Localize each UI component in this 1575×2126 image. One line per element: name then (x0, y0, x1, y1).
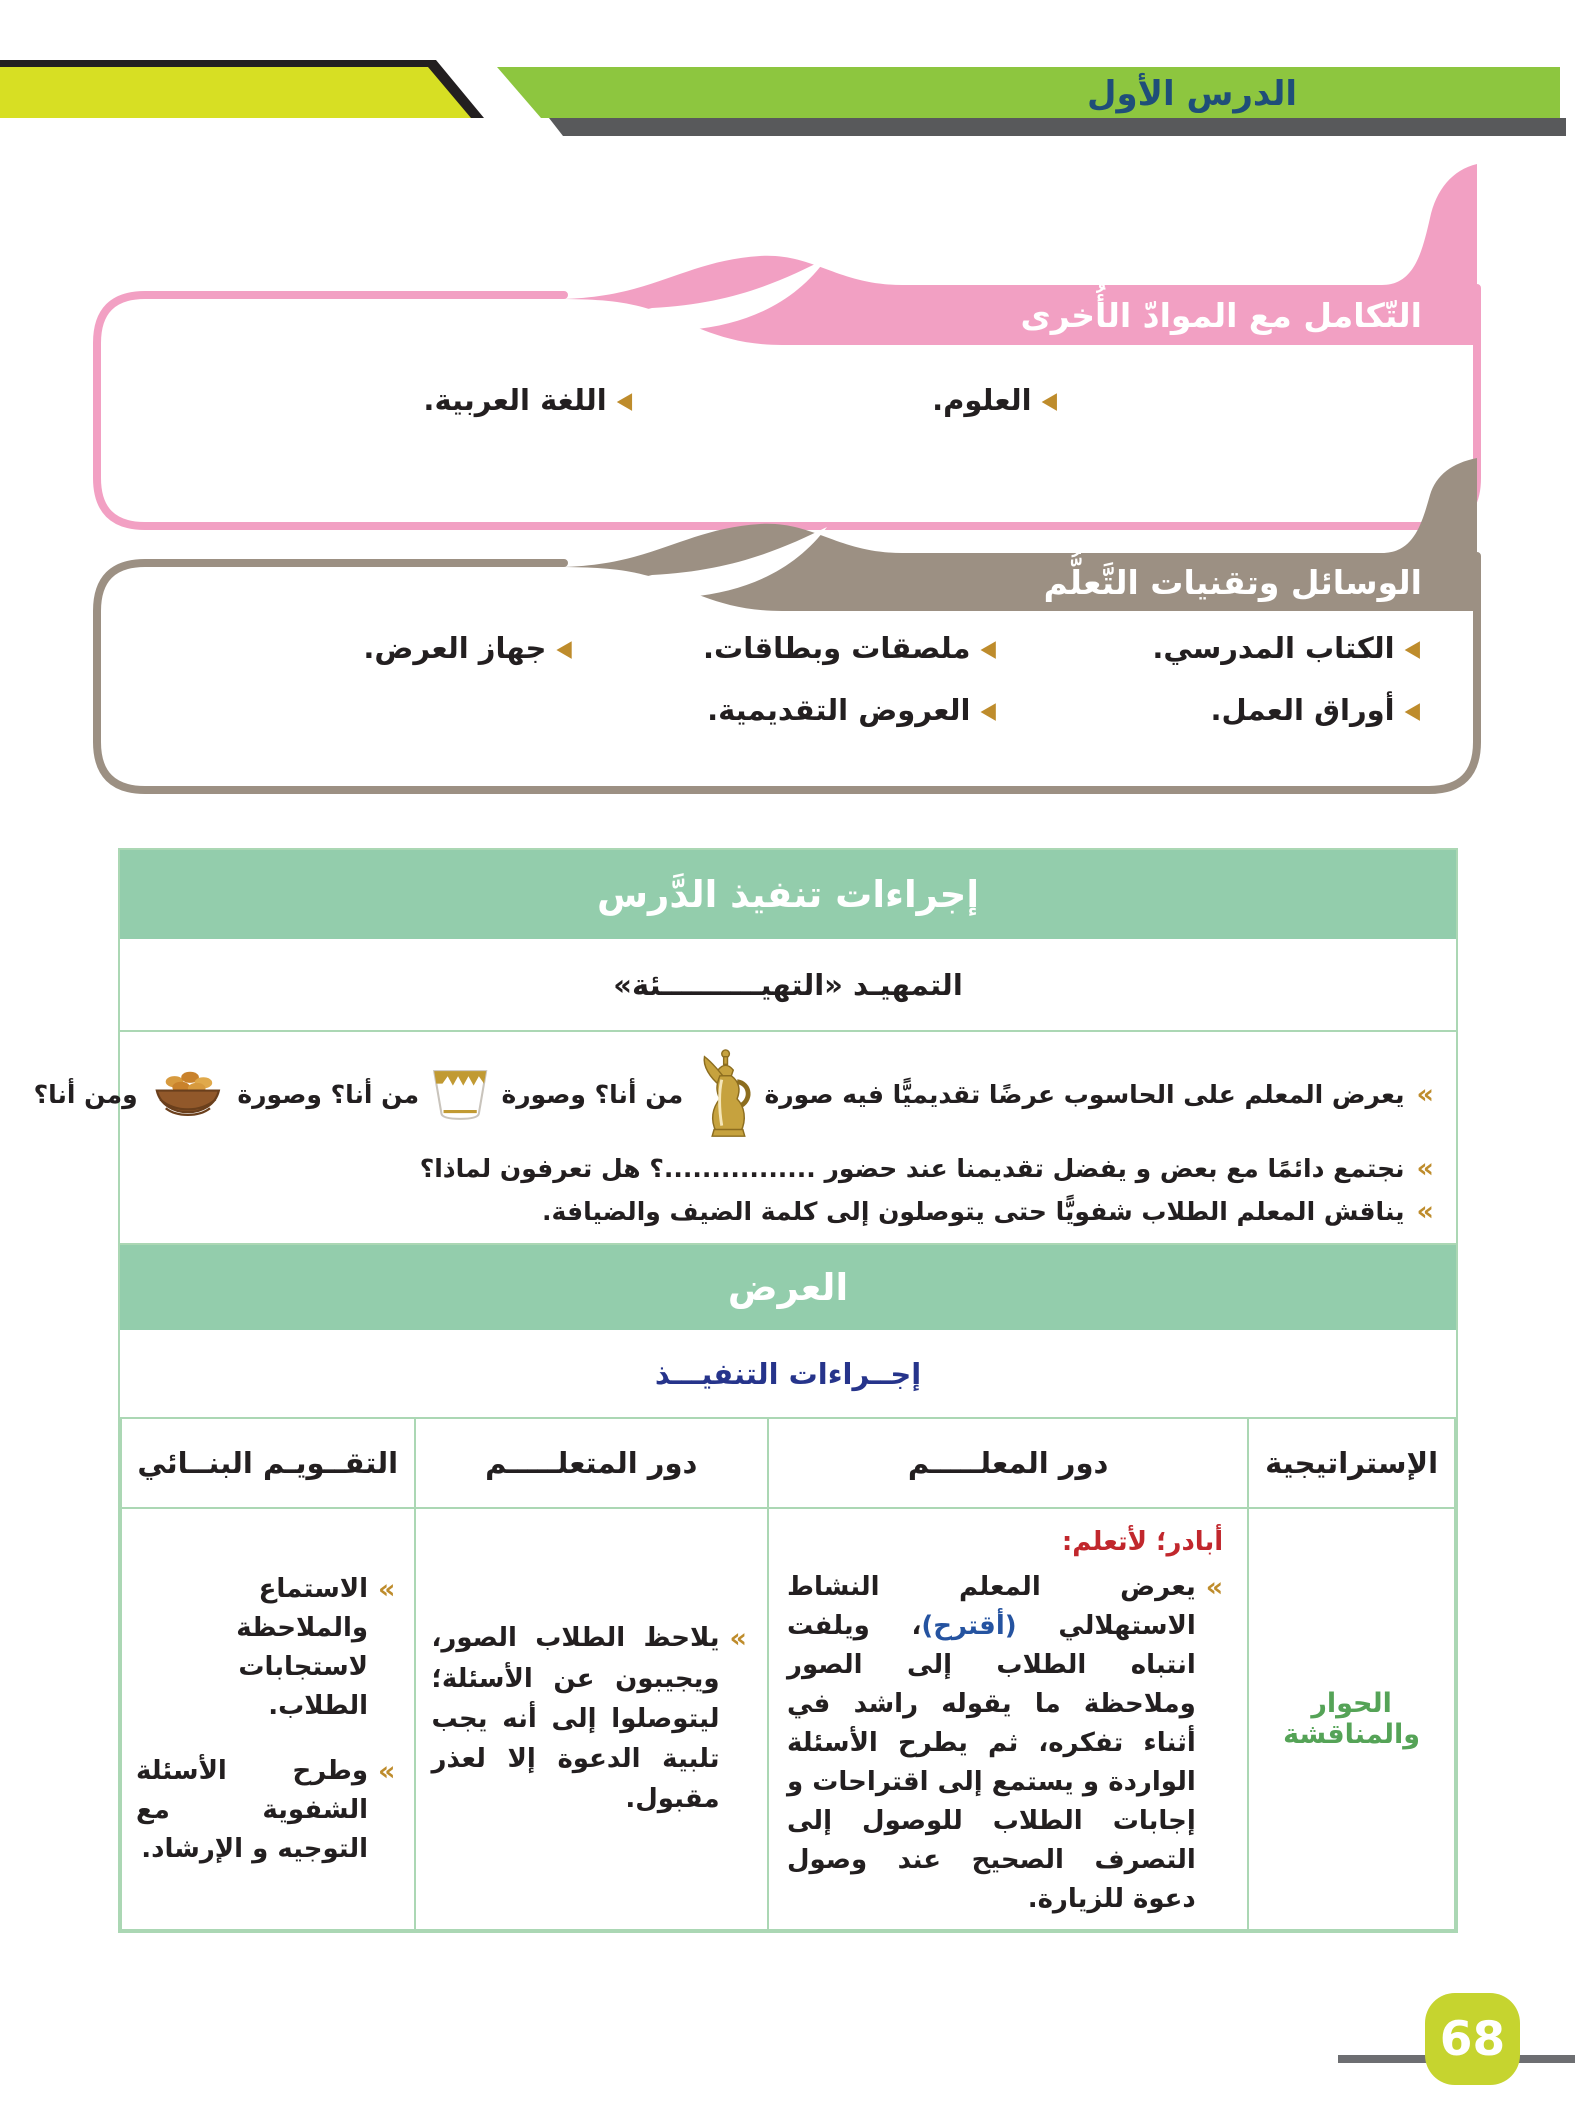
integration-items (92, 383, 1482, 417)
dates-basket-image (148, 1064, 228, 1126)
suggest-activity-link[interactable]: (أقترح) (921, 1611, 1017, 1641)
banner-green-shape (497, 67, 1560, 118)
arrow-bullet-icon: ◀ (980, 634, 996, 662)
list-item (932, 383, 1057, 417)
integration-title: التّكامل مع الموادّ الأُخرى (1020, 296, 1422, 335)
materials-item-label: ملصقات وبطاقات. (703, 631, 971, 665)
guillemet-bullet-icon: « (1416, 1195, 1434, 1227)
page-number-badge (1425, 1993, 1520, 2085)
page-number: 68 (1439, 2011, 1506, 2067)
teacher-text-segment: ، ويلفت انتباه الطلاب إلى الصور وملاحظة ما يقوله راشد في أثناء تفكره، ثم يطرح الأسئلة الواردة و يستمع إلى اقتراحات و إجابات الطلاب للوصول إلى التصرف الصحيح عند وصول دعوة للزيارة. (787, 1611, 1196, 1914)
presentation-header-title: العرض (727, 1266, 849, 1309)
learner-bullet (432, 1618, 748, 1819)
materials-frame (92, 453, 1482, 795)
coffee-cup-image (429, 1068, 491, 1122)
materials-item-label: أوراق العمل. (1210, 693, 1395, 727)
bullet-text (34, 1049, 1405, 1141)
bullet-line (146, 1196, 1434, 1227)
materials-item-label: العروض التقديمية. (707, 693, 971, 727)
teacher-role-cell (768, 1508, 1248, 1930)
guillemet-bullet-icon: « (1416, 1152, 1434, 1184)
bullet-text: نجتمع دائمًا مع بعض و يفضل تقديمنا عند حضور ................؟ هل تعرفون لماذا؟ (419, 1153, 1405, 1183)
header-learner-role: دور المتعلـــــم (415, 1418, 769, 1508)
warmup-row (120, 939, 1456, 1032)
dallah-coffee-pot-image (693, 1049, 754, 1141)
guillemet-bullet-icon: « (378, 1755, 396, 1787)
arrow-bullet-icon: ◀ (556, 634, 572, 662)
bullet-text: يناقش المعلم الطلاب شفويًّا حتى يتوصلون إلى كلمة الضيف والضيافة. (542, 1196, 1405, 1226)
learner-role-cell (415, 1508, 769, 1930)
materials-item-label: الكتاب المدرسي. (1152, 631, 1395, 665)
table-header-row (121, 1418, 1455, 1508)
lesson-title: الدرس الأول (1087, 74, 1297, 114)
list-item (154, 631, 572, 665)
guillemet-bullet-icon: « (729, 1623, 747, 1655)
teacher-bullet (787, 1568, 1223, 1919)
presentation-header (120, 1245, 1456, 1330)
assessment-bullet (136, 1570, 396, 1726)
roles-table (120, 1417, 1456, 1931)
implementation-subtitle: إجــراءات التنفيـــذ (654, 1356, 922, 1391)
teacher-role-text (787, 1568, 1196, 1919)
banner-lime-shape (0, 67, 471, 118)
list-item (572, 693, 996, 727)
bullet-line (33, 1049, 1434, 1141)
arrow-bullet-icon: ◀ (980, 696, 996, 724)
top-banner (0, 0, 1575, 150)
guillemet-bullet-icon: « (378, 1573, 396, 1605)
warmup-heading: التمهيـد «التهيــــــــــئة» (613, 967, 963, 1002)
integration-item-label: العلوم. (932, 383, 1032, 417)
bullet1-segment: ومن أنا؟ (33, 1080, 138, 1109)
bullet-line (146, 1153, 1434, 1184)
strategy-label: الحوار والمناقشة (1283, 1688, 1421, 1750)
list-item (423, 383, 632, 417)
list-item (572, 631, 996, 665)
header-strategy: الإستراتيجية (1248, 1418, 1455, 1508)
learner-role-text: يلاحظ الطلاب الصور، ويجيبون عن الأسئلة؛ ليتوصلوا إلى أنه يجب تلبية الدعوة إلا لعذر مقبول. (431, 1623, 720, 1815)
list-item (996, 631, 1420, 665)
banner-shadow-shape (549, 118, 1566, 136)
strategy-cell (1248, 1508, 1455, 1930)
procedures-header (120, 850, 1456, 939)
integration-item-label: اللغة العربية. (423, 383, 607, 417)
bullet1-segment: من أنا؟ وصورة (237, 1080, 420, 1109)
guillemet-bullet-icon: « (1416, 1079, 1434, 1110)
materials-items (92, 631, 1482, 727)
arrow-bullet-icon: ◀ (1404, 696, 1420, 724)
implementation-subtitle-row (120, 1330, 1456, 1417)
table-row (121, 1508, 1455, 1930)
warmup-bullets (33, 1032, 1456, 1245)
assessment-text: وطرح الأسئلة الشفوية مع التوجيه و الإرشاد. (136, 1755, 369, 1864)
materials-item-label: جهاز العرض. (363, 631, 547, 665)
bullet1-segment: يعرض المعلم على الحاسوب عرضًا تقديميًّا فيه صورة (764, 1080, 1405, 1109)
list-item (996, 693, 1420, 727)
teacher-text-segment: يعرض المعلم النشاط الاستهلالي (787, 1572, 1196, 1641)
assessment-cell (121, 1508, 415, 1930)
procedures-header-title: إجراءات تنفيذ الدَّرس (597, 873, 979, 916)
bullet1-segment: من أنا؟ وصورة (501, 1080, 684, 1109)
materials-title: الوسائل وتقنيات التَّعلُّم (1043, 563, 1422, 602)
assessment-bullet (136, 1752, 396, 1869)
arrow-bullet-icon: ◀ (1404, 634, 1420, 662)
lesson-procedures-block (33, 848, 1458, 1933)
initiate-to-learn-label: أبادر؛ لأتعلم: (1061, 1527, 1224, 1557)
header-formative-assessment: التقــويـم البنــائي (121, 1418, 415, 1508)
arrow-bullet-icon: ◀ (616, 386, 633, 414)
banner-shapes (0, 0, 1575, 150)
guillemet-bullet-icon: « (1205, 1572, 1224, 1603)
arrow-bullet-icon: ◀ (1041, 386, 1057, 414)
materials-section (92, 453, 1482, 795)
assessment-text: الاستماع والملاحظة لاستجابات الطلاب. (236, 1573, 369, 1721)
header-teacher-role: دور المعلـــــم (768, 1418, 1248, 1508)
